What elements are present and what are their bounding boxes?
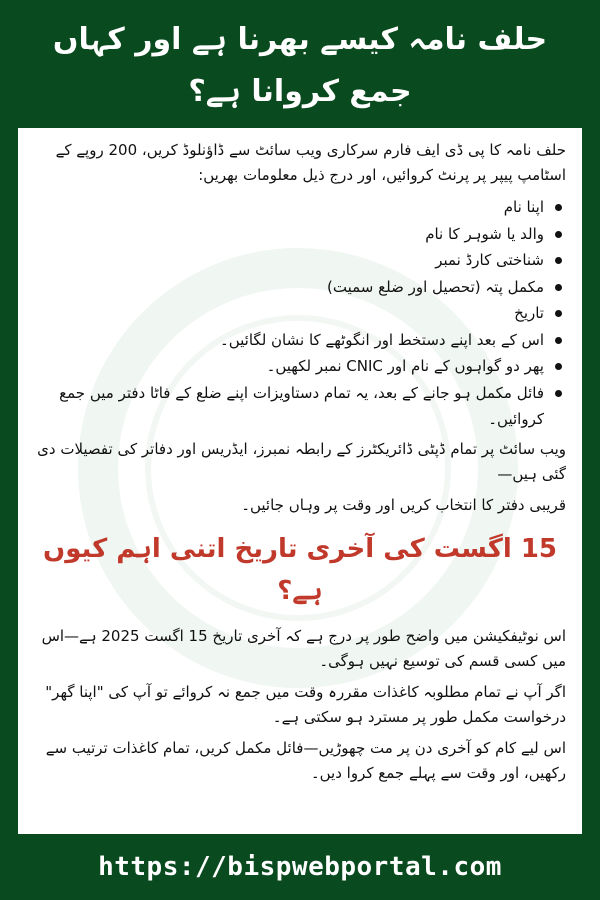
page-title: حلف نامہ کیسے بھرنا ہے اور کہاں جمع کروانا ہے؟ <box>52 22 548 109</box>
list-item: والد یا شوہر کا نام <box>34 221 544 248</box>
deadline-paragraph: اس نوٹیفکیشن میں واضح طور پر درج ہے کہ آخری تاریخ 15 اگست 2025 ہے—اس میں کسی قسم کی توسیع نہیں ہوگی۔ <box>41 626 566 670</box>
footer-bar <box>0 834 600 900</box>
rejection-paragraph: اگر آپ نے تمام مطلوبہ کاغذات مقررہ وقت میں جمع نہ کروائے تو آپ کی "اپنا گھر" درخواست مکمل طور پر مسترد ہو سکتی ہے۔ <box>45 682 566 726</box>
list-item: شناختی کارڈ نمبر <box>34 247 544 274</box>
article-body <box>18 128 582 786</box>
required-info-list <box>34 194 566 433</box>
list-item: فائل مکمل ہو جانے کے بعد، یہ تمام دستاویزات اپنے ضلع کے فاٹا دفتر میں جمع کروائیں۔ <box>34 380 544 433</box>
list-item: تاریخ <box>34 300 544 327</box>
intro-paragraph: حلف نامہ کا پی ڈی ایف فارم سرکاری ویب سائٹ سے ڈاؤنلوڈ کریں، 200 روپے کے اسٹامپ پیپر پر پرنٹ کروائیں، اور درج ذیل معلومات بھریں: <box>55 141 566 184</box>
list-item: اس کے بعد اپنے دستخط اور انگوٹھے کا نشان لگائیں۔ <box>34 327 544 354</box>
header-banner <box>0 0 600 128</box>
website-url[interactable]: https://bispwebportal.com <box>98 852 502 882</box>
advice-paragraph: اس لیے کام کو آخری دن پر مت چھوڑیں—فائل مکمل کریں، تمام کاغذات ترتیب سے رکھیں، اور وقت سے پہلے جمع کروا دیں۔ <box>45 738 566 782</box>
list-item: پھر دو گواہوں کے نام اور CNIC نمبر لکھیں۔ <box>34 353 544 380</box>
section-heading: 15 اگست کی آخری تاریخ اتنی اہم کیوں ہے؟ <box>43 533 557 606</box>
visit-office-paragraph: قریبی دفتر کا انتخاب کریں اور وقت پر وہاں جائیں۔ <box>241 495 566 514</box>
offices-paragraph: ویب سائٹ پر تمام ڈپٹی ڈائریکٹرز کے رابطہ نمبرز، ایڈریس اور دفاتر کی تفصیلات دی گئی ہیں— <box>37 439 566 483</box>
list-item: اپنا نام <box>34 194 544 221</box>
list-item: مکمل پتہ (تحصیل اور ضلع سمیت) <box>34 274 544 301</box>
content-panel <box>18 128 582 834</box>
